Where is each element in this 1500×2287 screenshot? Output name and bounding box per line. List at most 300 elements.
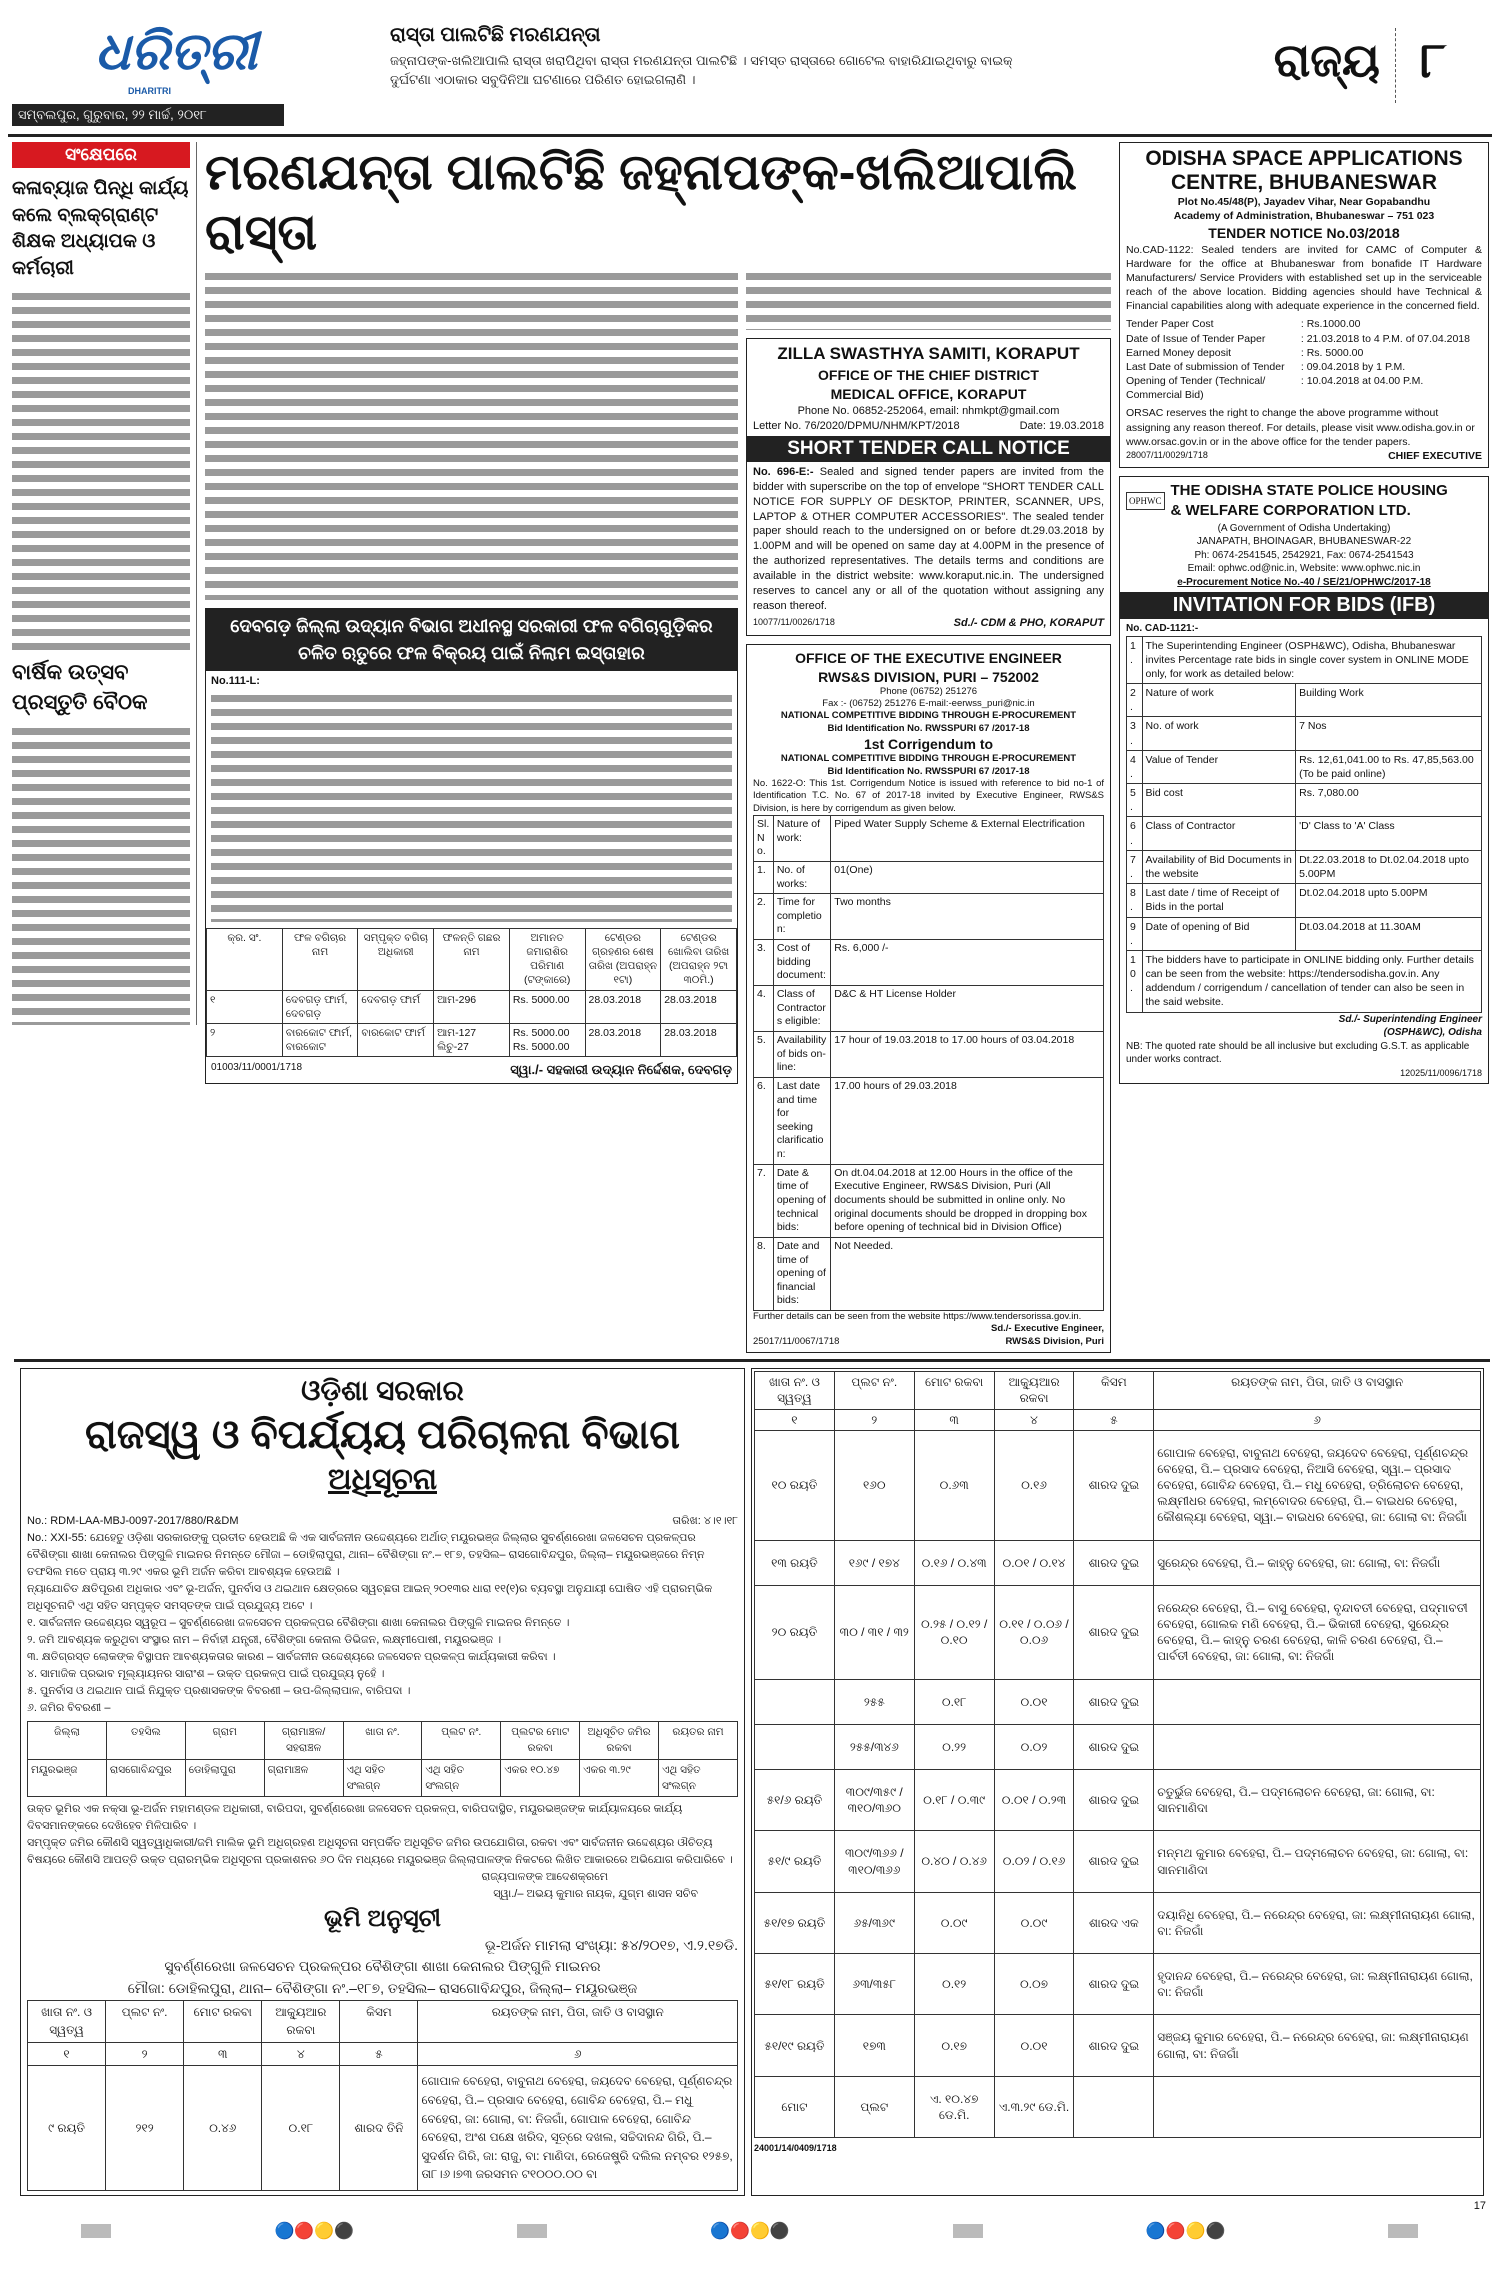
- detail-label: Date of Issue of Tender Paper: [1126, 332, 1266, 345]
- table-cell: ବାରକୋଟ ଫାର୍ମ: [358, 1023, 434, 1056]
- bidding-type: NATIONAL COMPETITIVE BIDDING THROUGH E-PROCUREMENT: [780, 710, 1077, 722]
- table-cell: 4.: [1127, 750, 1143, 783]
- corrigendum-table: [753, 815, 1104, 1311]
- table-row: [1127, 636, 1482, 684]
- column-header: ଆକ୍ୟୁଆର ରକବା: [994, 1372, 1074, 1409]
- email: Email: ophwc.od@nic.in, Website: www.ophwc.nic.in: [1187, 563, 1421, 575]
- table-cell: ୦.୧୧ / ୦.୦୬ / ୦.୦୬: [994, 1585, 1074, 1679]
- article-body-text: [746, 270, 1111, 330]
- table-cell: Date and time of opening of financial bids:: [773, 1237, 830, 1310]
- column-header: ମୋଟ ରକବା: [184, 2000, 262, 2042]
- table-cell: 7.: [1127, 850, 1143, 883]
- column-header: ଖାତା ନଂ.: [343, 1722, 422, 1760]
- column-number: ୫: [340, 2042, 418, 2066]
- section-divider: [1395, 28, 1396, 103]
- land-schedule-table: [27, 2000, 738, 2191]
- detail-value: : Rs. 5000.00: [1300, 346, 1364, 359]
- date: Date: 19.03.2018: [1019, 419, 1104, 432]
- land-schedule-continued: [751, 1368, 1484, 2196]
- table-cell: ୧୦ ରୟତି: [755, 1430, 835, 1540]
- address: Academy of Administration, Bhubaneswar – 751 023: [1173, 210, 1435, 223]
- table-cell: 8.: [754, 1237, 774, 1310]
- detail-value: : 10.04.2018 at 04.00 P.M.: [1300, 375, 1424, 388]
- corrigendum-title: 1st Corrigendum to: [863, 736, 994, 753]
- column-header: ଜିଲ୍ଲା: [28, 1722, 107, 1760]
- horticulture-auction-notice: [205, 608, 738, 1084]
- column-header: ପ୍ଲଟ ନଂ.: [422, 1722, 501, 1760]
- notification-points: [27, 1615, 738, 1717]
- table-cell: Rs. 6,000 /-: [831, 940, 1104, 986]
- table-cell: ଏ. ୧୦.୪୭ ଡେ.ମି.: [914, 2076, 994, 2137]
- table-cell: ଏଥି ସହିତ ସଂଲଗ୍ନ: [659, 1759, 738, 1797]
- table-cell: Rs. 5000.00 Rs. 5000.00: [509, 1023, 585, 1056]
- section-rule: [14, 1359, 1490, 1362]
- table-row: [28, 1759, 738, 1797]
- auction-table: [206, 928, 737, 1057]
- notification-point: ୪. ସାମାଜିକ ପ୍ରଭାବ ମୂଲ୍ୟାୟନର ସାରାଂଶ – ଉକ୍ତ ପ୍ରକଳ୍ପ ପାଇଁ ପ୍ରଯୁଜ୍ୟ ନୁହେଁ ।: [27, 1667, 385, 1680]
- table-cell: 2.: [754, 894, 774, 940]
- table-cell: ଶାରଦ ଦୁଇ: [1074, 2015, 1154, 2076]
- phone: Ph: 0674-2541545, 2542921, Fax: 0674-2541543: [1194, 549, 1414, 561]
- table-cell: 6.: [1127, 817, 1143, 850]
- notice-number: No. CAD-1121:-: [1126, 623, 1199, 635]
- column-header: ଅଧିସୂଚିତ ଜମିର ରକବା: [580, 1722, 659, 1760]
- notice-number: No. 696-E:-: [753, 466, 814, 479]
- table-cell: Last date and time for seeking clarification:: [773, 1077, 830, 1164]
- notification-para: ଉକ୍ତ ଭୂମିର ଏକ ନକ୍ସା ଭୂ-ଅର୍ଜନ ମହାମଣ୍ଡଳ ଅଧିକାରୀ, ବାରିପଦା, ସୁବର୍ଣ୍ଣରେଖା ଜଳସେଚନ ପ୍ରକଳ୍ପ, ବାରିପଦାସ୍ଥିତ, ମୟୂରଭଞ୍ଜଙ୍କ କାର୍ଯ୍ୟାଳୟରେ କାର୍ଯ୍ୟ ଦିବସମାନଙ୍କରେ ଦେଖିହେବ ମିଳିପାରିବ ।: [27, 1803, 683, 1833]
- bid-id: Bid Identification No. RWSSPURI 67 /2017-18: [827, 722, 1030, 734]
- table-cell: ୦.୬୩: [914, 1430, 994, 1540]
- row-number: 1.: [1127, 636, 1143, 684]
- contact: Phone No. 06852-252064, email: nhmkpt@gmail.com: [797, 404, 1060, 417]
- table-row: [1127, 884, 1482, 917]
- signature: CHIEF EXECUTIVE: [1388, 449, 1482, 462]
- table-row: [754, 1031, 1104, 1077]
- table-cell: ଦେବଗଡ଼ ଫାର୍ମ, ଦେବଗଡ଼: [282, 990, 358, 1023]
- table-cell: ମୋଟ: [755, 2076, 835, 2137]
- column-header: ଖାତା ନଂ. ଓ ସ୍ୱତ୍ୱ: [28, 2000, 106, 2042]
- notification-para: ନ୍ୟାଯୋଚିତ କ୍ଷତିପୂରଣ ଅଧିକାର ଏବଂ ଭୂ-ଅର୍ଜନ, ପୁନର୍ବାସ ଓ ଥଇଥାନ କ୍ଷେତ୍ରରେ ସ୍ୱଚ୍ଛତା ଆଇନ୍ ୨୦୧୩ର ଧାରା ୧୧(୧)ର ବ୍ୟବସ୍ଥା ଅନୁଯାୟୀ ଘୋଷିତ ଏହି ପ୍ରାରମ୍ଭିକ ଅଧିସୂଚନାଟି ଏଥି ସହିତ ସମ୍ପୃକ୍ତ ସମସ୍ତଙ୍କ ପାଇଁ ପ୍ରଯୁଜ୍ୟ ଅଟେ ।: [27, 1582, 713, 1612]
- table-cell: Availability of bids on-line:: [773, 1031, 830, 1077]
- table-cell: ୦.୦୨ / ୦.୧୬: [994, 1831, 1074, 1892]
- table-row: [755, 1585, 1481, 1679]
- table-cell: ଶାରଦ ଦୁଇ: [1074, 1679, 1154, 1724]
- table-cell: 8.: [1127, 884, 1143, 917]
- table-cell: ୩୦ / ୩୧ / ୩୨: [834, 1585, 914, 1679]
- table-cell: ଡୋହିଲାପୁରା: [185, 1759, 264, 1797]
- table-cell: ଆମ-296: [434, 990, 510, 1023]
- column-header: ପ୍ଲଟ ନଂ.: [834, 1372, 914, 1409]
- ifb-table: [1126, 636, 1482, 1013]
- table-cell: Piped Water Supply Scheme & External Electrification: [831, 815, 1104, 861]
- department-name: ରାଜସ୍ୱ ଓ ବିପର୍ଯ୍ୟୟ ପରିଚାଳନା ବିଭାଗ: [84, 1412, 680, 1457]
- table-cell: Bid cost: [1142, 784, 1296, 817]
- table-cell: Dt.03.04.2018 at 11.30AM: [1296, 917, 1482, 950]
- column-number-row: [28, 2042, 738, 2066]
- table-row: [754, 940, 1104, 986]
- subtitle: (A Government of Odisha Undertaking): [1217, 522, 1391, 534]
- table-cell: ୫୧/୧୭ ରୟତି: [755, 1892, 835, 1953]
- notice-body-text: [211, 692, 732, 922]
- table-cell: ଏକର ୧୦.୪୭: [501, 1759, 580, 1797]
- notice-body: Sealed and signed tender papers are invited from the bidder with superscribe on the top of envelope "SHORT TENDER CALL NOTICE FOR SUPPLY OF DESKTOP, PRINTER, SCANNER, UPS, LAPTOP & OTHER COMPUTER ACCESSORIES". The sealed tender paper should reach to the undersigned on or before dt.29.03.2018 by 1.00PM and will be opened on same day at 4.00PM in the presence of the authorized representatives. The details terms and conditions are available in the district website: www.koraput.nic.in. The undersigned reserves to cancel any or all of the quotation without assigning any reason thereof.: [753, 466, 1104, 612]
- table-cell: ୦.୪୦ / ୦.୪୬: [914, 1831, 994, 1892]
- table-row: [1127, 950, 1482, 1012]
- table-cell: 1.: [754, 861, 774, 893]
- table-cell: ଗୋପାଳ ବେହେରା, ବାବୁନାଥ ବେହେରା, ଜୟଦେବ ବେହେରା, ପୂର୍ଣ୍ଣଚନ୍ଦ୍ର ବେହେରା, ପି.– ପ୍ରସାଦ ବେହେରା, ଗୋବିନ୍ଦ ବେହେରା, ପି.– ମଧୁ ବେହେରା, ଜା: ଗୋଲା, ବା: ନିଜଗାଁ, ଗୋପାଳ ବେହେରା, ଗୋବିନ୍ଦ ବେହେରା, ଅଂଶ ପକ୍ଷେ ଖରିଦ, ସୂତ୍ରେ ଦଖଲ, ସଚ୍ଚିଦାନନ୍ଦ ଗିରି, ପି.– ସୁଦର୍ଶନ ଗିରି, ଜା: ରାଜୁ, ବା: ମାଣିଦା, ରେଜେଷ୍ଟ୍ରି ଦଲିଲ ନମ୍ବର ୧୨୫୭, ତା୮।୬।୭୩ ଜରସମନ ଟ୧୦୦୦.୦୦ ବା: [418, 2066, 738, 2191]
- table-cell: ଏଥି ସହିତ ସଂଲଗ୍ନ: [343, 1759, 422, 1797]
- notice-title: & WELFARE CORPORATION LTD.: [1170, 502, 1411, 520]
- column-number: ୫: [1074, 1409, 1154, 1430]
- orsac-tender-notice: [1119, 142, 1489, 468]
- ad-ref: 01003/11/0001/1718: [211, 1062, 303, 1074]
- table-cell: ୨୧୨: [106, 2066, 184, 2191]
- table-cell: ଶାରଦ ଏକ: [1074, 1892, 1154, 1953]
- tender-details: [1126, 317, 1482, 402]
- notice-title: ଦେବଗଡ଼ ଜିଲ୍ଲା ଉଦ୍ୟାନ ବିଭାଗ ଅଧୀନସ୍ଥ ସରକାରୀ ଫଳ ବଗିଚାଗୁଡ଼ିକର ଚଳିତ ଋତୁରେ ଫଳ ବିକ୍ରୟ ପାଇଁ ନିଲାମ ଇସ୍ତାହାର: [206, 609, 737, 671]
- table-cell: ୫୧/୬ ରୟତି: [755, 1769, 835, 1830]
- table-row: [28, 2066, 738, 2191]
- table-cell: ୦.୪୬: [184, 2066, 262, 2191]
- teaser-title: ରାସ୍ତା ପାଲଟିଛି ମରଣଯନ୍ତା: [390, 24, 601, 46]
- further-details: Further details can be seen from the website https://www.tendersorissa.gov.in.: [753, 1311, 1082, 1323]
- table-cell: ସୁରେନ୍ଦ୍ର ବେହେରା, ପି.– କାହ୍ନୁ ବେହେରା, ଜା: ଗୋଲା, ବା: ନିଜଗାଁ: [1154, 1540, 1481, 1585]
- column-header: ଫଳ ବଗିଚାର ନାମ: [282, 928, 358, 990]
- detail-row: [1126, 374, 1482, 402]
- ad-ref: 25017/11/0067/1718: [753, 1335, 840, 1347]
- table-cell: ୦.୦୭: [994, 1954, 1074, 2015]
- address: Plot No.45/48(P), Jayadev Vihar, Near Gopabandhu: [1177, 196, 1431, 209]
- table-cell: 3.: [754, 940, 774, 986]
- table-row: [755, 1892, 1481, 1953]
- table-row: [1127, 717, 1482, 750]
- nb-note: NB: The quoted rate should be all inclusive but excluding G.S.T. as applicable under works contract.: [1126, 1040, 1470, 1066]
- column-header: କ୍ର. ସଂ.: [207, 928, 283, 990]
- brief-headline: କଳାବ୍ୟାଜ ପିନ୍ଧି କାର୍ଯ୍ୟ କଲେ ବ୍ଲକ୍‌ଗ୍ରାଣ୍ଟ ଶିକ୍ଷକ ଅଧ୍ୟାପକ ଓ କର୍ମଚାରୀ: [12, 178, 189, 279]
- office-name: OFFICE OF THE CHIEF DISTRICT: [818, 366, 1039, 383]
- column-header: ପ୍ଲଟର ମୋଟ ରକବା: [501, 1722, 580, 1760]
- brief-body-text: [12, 725, 190, 1025]
- logo-subtitle: DHARITRI: [128, 86, 171, 96]
- notice-title: ODISHA SPACE APPLICATIONS: [1145, 147, 1463, 170]
- table-cell: Last date / time of Receipt of Bids in the portal: [1142, 884, 1296, 917]
- table-cell: ୨୫୫: [834, 1679, 914, 1724]
- table-cell: ହୃଦାନନ୍ଦ ବେହେରା, ପି.– ନରେନ୍ଦ୍ର ବେହେରା, ଜା: ଲକ୍ଷ୍ମୀନାରାୟଣ ଗୋଲା, ବା: ନିଜଗାଁ: [1154, 1954, 1481, 2015]
- table-cell: 3.: [1127, 717, 1143, 750]
- table-cell: ୦.୧୨: [914, 1954, 994, 2015]
- section-name: ରାଜ୍ୟ: [1273, 34, 1380, 86]
- table-cell: ୧୬୯ / ୧୭୪: [834, 1540, 914, 1585]
- signature: Sd./- CDM & PHO, KORAPUT: [953, 617, 1104, 630]
- detail-row: [1126, 332, 1482, 346]
- signature: RWS&S Division, Puri: [1005, 1335, 1104, 1347]
- table-cell: ୦.୧୮ / ୦.୩୯: [914, 1769, 994, 1830]
- table-cell: ସଞ୍ଜୟ କୁମାର ବେହେରା, ପି.– ନରେନ୍ଦ୍ର ବେହେରା, ଜା: ଲକ୍ଷ୍ମୀନାରାୟଣ ଗୋଲା, ବା: ନିଜଗାଁ: [1154, 2015, 1481, 2076]
- table-cell: Sl. No.: [754, 815, 774, 861]
- table-row: [755, 1831, 1481, 1892]
- table-cell: ମନ୍ମଥ କୁମାର ବେହେରା, ପି.– ପଦ୍ମଲୋଚନ ବେହେରା, ଜା: ଗୋଲା, ବା: ସାନମାଣିଦା: [1154, 1831, 1481, 1892]
- notice-body: No.CAD-1122: Sealed tenders are invited for CAMC of Computer & Hardware for the office at Bhubaneswar from bonafide IT Hardware Manufacturers/ Service Providers with established set up in the serviceable reach of the above location. Bidding agencies should have Technical & Financial capabilities along with adequate experience in the concerned field.: [1126, 243, 1482, 313]
- table-cell: ଚତୁର୍ଭୁଜ ବେହେରା, ପି.– ପଦ୍ମଲୋଚନ ବେହେରା, ଜା: ଗୋଲା, ବା: ସାନମାଣିଦା: [1154, 1769, 1481, 1830]
- column-header: ଅମାନତ ଜମାରାଶିର ପରିମାଣ (ଟଙ୍କାରେ): [509, 928, 585, 990]
- table-cell: ୦.୦୧: [994, 2015, 1074, 2076]
- column-header: ଟେଣ୍ଡର ଖୋଲିବା ତାରିଖ (ଅପରାହ୍ନ ୨ଟା ୩୦ମି.): [661, 928, 737, 990]
- table-cell: Date & time of opening of technical bids:: [773, 1164, 830, 1237]
- table-cell: [755, 1724, 835, 1769]
- table-cell: ୫୧/୯ ରୟତି: [755, 1831, 835, 1892]
- notification-para: No.: XXI-55: ଯେହେତୁ ଓଡ଼ିଶା ସରକାରଙ୍କୁ ପ୍ରତୀତ ହେଉଅଛି କି ଏକ ସାର୍ବଜନୀନ ଉଦ୍ଦେଶ୍ୟରେ ଅର୍ଥାତ୍ ମୟୂରଭଞ୍ଜ ଜିଲ୍ଲାର ସୁବର୍ଣ୍ଣରେଖା ଜଳସେଚନ ପ୍ରକଳ୍ପର ବୈଶିଙ୍ଗା ଶାଖା କେନାଲର ପିଙ୍ଗୁଳି ମାଇନର ନିମନ୍ତେ ମୌଜା – ଡୋହିଲାପୁରା, ଥାନା– ବୈଶିଙ୍ଗା ନଂ.– ୧୮୭, ତହସିଲ– ରାସଗୋବିନ୍ଦପୁର, ଜିଲ୍ଲା– ମୟୂରଭଞ୍ଜରେ ନିମ୍ନ ତଫସିଲ ମତେ ପ୍ରାୟ ୩.୨୯ ଏକର ଭୂମି ଅର୍ଜନ କରିବା ଆବଶ୍ୟକ ହେଉଅଛି ।: [27, 1531, 705, 1578]
- table-row: [207, 990, 737, 1023]
- table-row: [754, 815, 1104, 861]
- puri-corrigendum-notice: [746, 644, 1111, 1353]
- table-cell: 28.03.2018: [661, 990, 737, 1023]
- notification-title: ଅଧିସୂଚନା: [328, 1462, 437, 1496]
- print-page-number: 17: [1473, 2200, 1486, 2213]
- detail-label: Earned Money deposit: [1126, 346, 1232, 359]
- table-cell: 28.03.2018: [585, 1023, 661, 1056]
- table-row: [754, 894, 1104, 940]
- table-cell: 7 Nos: [1296, 717, 1482, 750]
- table-cell: ୦.୧୮: [262, 2066, 340, 2191]
- ophwc-logo: OPHWC: [1126, 492, 1165, 510]
- column-header: ରୟତଙ୍କ ନାମ, ପିତା, ଜାତି ଓ ବାସସ୍ଥାନ: [418, 2000, 738, 2042]
- table-cell: Rs. 12,61,041.00 to Rs. 47,85,563.00 (To be paid online): [1296, 750, 1482, 783]
- column-number: ୧: [755, 1409, 835, 1430]
- brief-body-text: [12, 290, 190, 650]
- table-cell: Value of Tender: [1142, 750, 1296, 783]
- table-row: [207, 1023, 737, 1056]
- table-cell: Dt.22.03.2018 to Dt.02.04.2018 upto 5.00PM: [1296, 850, 1482, 883]
- mouza-details: ମୌଜା: ଡୋହିଲପୁରା, ଥାନା– ବୈଶିଙ୍ଗା ନଂ.–୧୮୭, ତହସିଲ– ରାସଗୋବିନ୍ଦପୁର, ଜିଲ୍ଲା– ମୟୂରଭଞ୍ଜ: [127, 1980, 638, 1997]
- table-cell: On dt.04.04.2018 at 12.00 Hours in the office of the Executive Engineer, RWS&S Division, Puri (All documents should be submitted in online only. No original documents should be dropped in dropping box before opening of technical bid in Division Office): [831, 1164, 1104, 1237]
- column-header: ଟେଣ୍ଡର ଗ୍ରହଣର ଶେଷ ତାରିଖ (ଅପରାହ୍ନ ୧ଟା): [585, 928, 661, 990]
- column-header: କିସମ: [1074, 1372, 1154, 1409]
- table-cell: Class of Contractors eligible:: [773, 986, 830, 1032]
- table-cell: Time for completion:: [773, 894, 830, 940]
- bidding-type: NATIONAL COMPETITIVE BIDDING THROUGH E-PROCUREMENT: [780, 753, 1077, 765]
- notice-title: ZILLA SWASTHYA SAMITI, KORAPUT: [777, 344, 1080, 363]
- detail-row: [1126, 317, 1482, 331]
- address: JANAPATH, BHOINAGAR, BHUBANESWAR-22: [1196, 536, 1412, 548]
- table-cell: ୩୦୯/୩୫୯ / ୩୧୦/୩୬୦: [834, 1769, 914, 1830]
- row-number: 10.: [1127, 950, 1143, 1012]
- notice-title: OFFICE OF THE EXECUTIVE ENGINEER: [795, 650, 1062, 667]
- table-cell: ମୟୂରଭଞ୍ଜ: [28, 1759, 107, 1797]
- table-row: [754, 1237, 1104, 1310]
- table-row: [754, 1164, 1104, 1237]
- table-cell: ୦.୦୨: [994, 1724, 1074, 1769]
- table-row: [1127, 784, 1482, 817]
- page-number: ୮: [1420, 32, 1447, 88]
- table-cell: Rs. 5000.00: [509, 990, 585, 1023]
- letter-no: Letter No. 76/2020/DPMU/NHM/KPT/2018: [753, 419, 960, 432]
- notice-title: THE ODISHA STATE POLICE HOUSING: [1170, 482, 1448, 500]
- table-cell: No. of works:: [773, 861, 830, 893]
- table-cell: ୫୧/୧୮ ରୟତି: [755, 1954, 835, 2015]
- table-cell: ଦେବଗଡ଼ ଫାର୍ମ: [358, 990, 434, 1023]
- table-row: [1127, 850, 1482, 883]
- table-cell: [1074, 2076, 1154, 2137]
- table-cell: 4.: [754, 986, 774, 1032]
- table-cell: ୧୭୩: [834, 2015, 914, 2076]
- table-cell: ୨: [207, 1023, 283, 1056]
- column-number: ୩: [184, 2042, 262, 2066]
- table-header-row: [28, 1722, 738, 1760]
- detail-value: : Rs.1000.00: [1300, 318, 1361, 331]
- table-cell: [1154, 1724, 1481, 1769]
- detail-row: [1126, 346, 1482, 360]
- masthead-rule: [8, 134, 1492, 137]
- table-cell: Building Work: [1296, 684, 1482, 717]
- table-cell: 2.: [1127, 684, 1143, 717]
- table-row: [754, 861, 1104, 893]
- table-cell: [1154, 2076, 1481, 2137]
- table-cell: D&C & HT License Holder: [831, 986, 1104, 1032]
- notification-para: ସମ୍ପୃକ୍ତ ଜମିର କୌଣସି ସ୍ୱତ୍ୱାଧିକାରୀ/ଜମି ମାଲିକ ଭୂମି ଅଧିଗ୍ରହଣ ଅଧିସୂଚନା ସମ୍ପର୍କିତ ଅଧିସୂଚିତ ଜମିର ଉପଯୋଗିତା, ରକବା ଏବଂ ସାର୍ବଜନୀନ ଉଦ୍ଦେଶ୍ୟର ଔଚିତ୍ୟ ବିଷୟରେ କୌଣସି ଆପତ୍ତି ଉକ୍ତ ପ୍ରାରମ୍ଭିକ ଅଧିସୂଚନା ପ୍ରକାଶନର ୬୦ ଦିନ ମଧ୍ୟରେ ମୟୂରଭଞ୍ଜ ଜିଲ୍ଲାପାଳଙ୍କ ନିକଟରେ ଲିଖିତ ଆକାରରେ ଅଭିଯୋଗ କରିପାରିବେ ।: [27, 1837, 733, 1867]
- signature: ସ୍ୱା./- ସହକାରୀ ଉଦ୍ୟାନ ନିର୍ଦ୍ଦେଶକ, ଦେବଗଡ଼: [510, 1062, 732, 1078]
- notification-date: ତାରିଖ: ୪।୧।୧୮: [672, 1514, 738, 1527]
- fax-email: Fax :- (06752) 251276 E-mail:-eerwss_puri@nic.in: [822, 698, 1035, 710]
- table-cell: ଏକର ୩.୨୯: [580, 1759, 659, 1797]
- table-row: [755, 1769, 1481, 1830]
- table-cell: ଶାରଦ ତିନି: [340, 2066, 418, 2191]
- detail-label: Last Date of submission of Tender: [1126, 360, 1285, 373]
- table-cell: 17.00 hours of 29.03.2018: [831, 1077, 1104, 1164]
- table-row: [754, 1077, 1104, 1164]
- table-row: [755, 1540, 1481, 1585]
- table-header-row: [28, 2000, 738, 2042]
- table-cell: Two months: [831, 894, 1104, 940]
- color-registration-marks: 🔵🔴🟡⚫ 🔵🔴🟡⚫ 🔵🔴🟡⚫: [0, 2220, 1500, 2242]
- table-cell: Not Needed.: [831, 1237, 1104, 1310]
- signature: Sd./- Executive Engineer,: [991, 1323, 1104, 1335]
- bid-id: Bid Identification No. RWSSPURI 67 /2017-18: [827, 765, 1030, 777]
- dharitri-logo: ଧରିତ୍ରୀ: [95, 23, 258, 81]
- column-number: ୧: [28, 2042, 106, 2066]
- project-name: ସୁବର୍ଣ୍ଣରେଖା ଜଳସେଚନ ପ୍ରକଳ୍ପର ବୈଶିଙ୍ଗା ଶାଖା କେନାଲର ପିଙ୍ଗୁଳି ମାଇନର: [164, 1958, 601, 1975]
- table-cell: Rs. 7,080.00: [1296, 784, 1482, 817]
- table-cell: ୧: [207, 990, 283, 1023]
- table-cell: ୬୩/୩୫୮: [834, 1954, 914, 2015]
- ad-ref: 12025/11/0096/1718: [1400, 1067, 1482, 1078]
- office-name: MEDICAL OFFICE, KORAPUT: [830, 385, 1027, 402]
- notification-point: ୩. କ୍ଷତିଗ୍ରସ୍ତ ଲୋକଙ୍କ ବିସ୍ଥାପନ ଆବଶ୍ୟକତାର କାରଣ – ସାର୍ବଜନୀନ ଉଦ୍ଦେଶ୍ୟରେ ଜଳସେଚନ ପ୍ରକଳ୍ପ କାର୍ଯ୍ୟକାରୀ କରିବା ।: [27, 1650, 556, 1663]
- table-header-row: [755, 1372, 1481, 1409]
- main-column: [205, 142, 1111, 1353]
- column-number: ୪: [262, 2042, 340, 2066]
- column-header: ରୟତଙ୍କ ନାମ, ପିତା, ଜାତି ଓ ବାସସ୍ଥାନ: [1154, 1372, 1481, 1409]
- ad-ref: 10077/11/0026/1718: [753, 617, 835, 628]
- column-number: ୬: [418, 2042, 738, 2066]
- table-cell: ୦.୦୧ / ୦.୧୪: [994, 1540, 1074, 1585]
- bottom-section: [0, 1368, 1500, 2196]
- notification-point: ୧. ସାର୍ବଜନୀନ ଉଦ୍ଦେଶ୍ୟର ସ୍ୱରୂପ – ସୁବର୍ଣ୍ଣରେଖା ଜଳସେଚନ ପ୍ରକଳ୍ପର ବୈଶିଙ୍ଗା ଶାଖା କେନାଲର ପିଙ୍ଗୁଳି ମାଇନର ନିମନ୍ତେ ।: [27, 1616, 570, 1629]
- signature: Sd./- Superintending Engineer: [1338, 1013, 1482, 1025]
- ophwc-ifb-notice: [1119, 476, 1489, 1084]
- table-row: [1127, 917, 1482, 950]
- table-cell: No. of work: [1142, 717, 1296, 750]
- column-number: ୩: [914, 1409, 994, 1430]
- table-cell: 28.03.2018: [585, 990, 661, 1023]
- detail-row: [1126, 360, 1482, 374]
- table-cell: [1154, 1679, 1481, 1724]
- table-header-row: [207, 928, 737, 990]
- table-cell: 'D' Class to 'A' Class: [1296, 817, 1482, 850]
- masthead: [0, 0, 1500, 142]
- table-cell: ଶାରଦ ଦୁଇ: [1074, 1769, 1154, 1830]
- schedule-title: ଭୂମି ଅନୁସୂଚୀ: [324, 1905, 441, 1933]
- dateline: ସମ୍ବଲପୁର, ଗୁରୁବାର, ୨୨ ମାର୍ଚ୍ଚ, ୨୦୧୮: [12, 104, 284, 126]
- detail-label: Opening of Tender (Technical/ Commercial Bid): [1126, 375, 1266, 402]
- table-cell: Date of opening of Bid: [1142, 917, 1296, 950]
- table-cell: ଶାରଦ ଦୁଇ: [1074, 1724, 1154, 1769]
- govt-name: ଓଡ଼ିଶା ସରକାର: [301, 1375, 464, 1407]
- table-cell: ୦.୧୭: [914, 2015, 994, 2076]
- notification-point: ୨. ଜମି ଆବଶ୍ୟକ କରୁଥିବା ସଂସ୍ଥାର ନାମ – ନିର୍ବାହୀ ଯନ୍ତ୍ରୀ, ବୈଶିଙ୍ଗା କେନାଲ ଡିଭିଜନ, ଲକ୍ଷ୍ମୀପୋଷୀ, ମୟୂରଭଞ୍ଜ ।: [27, 1633, 502, 1646]
- ad-ref: 24001/14/0409/1718: [754, 2143, 837, 2154]
- notice-title: CENTRE, BHUBANESWAR: [1170, 171, 1437, 195]
- table-cell: Availability of Bid Documents in the website: [1142, 850, 1296, 883]
- teaser-text: ଜହ୍ନାପଙ୍କ-ଖଲିଆପାଲି ରାସ୍ତା ଖରାପିଥିବା ରାସ୍ତା ମରଣଯନ୍ତା ପାଲଟିଛି । ସମସ୍ତ ରାସ୍ତାରେ ଗୋଟେଲ ବାହାରିଯାଇଥିବାରୁ ବାଇକ୍ ଦୁର୍ଘଟଣା ଏଠାକାର ସବୁଦିନିଆ ଘଟଣାରେ ପରିଣତ ହୋଇଗଲାଣି ।: [390, 53, 1013, 87]
- detail-value: : 21.03.2018 to 4 P.M. of 07.04.2018: [1300, 332, 1470, 345]
- column-header: ପ୍ଲଟ ନଂ.: [106, 2000, 184, 2042]
- table-row: [755, 1954, 1481, 2015]
- table-cell: Nature of work:: [773, 815, 830, 861]
- table-row: [754, 986, 1104, 1032]
- table-cell: ୫୧/୧୯ ରୟତି: [755, 2015, 835, 2076]
- column-header: ଗ୍ରାମ: [185, 1722, 264, 1760]
- table-cell: ୧୩ ରୟତି: [755, 1540, 835, 1585]
- column-header: ରୟତର ନାମ: [659, 1722, 738, 1760]
- table-cell: ୨୫୫/୩୪୬: [834, 1724, 914, 1769]
- briefs-column: [12, 142, 197, 1025]
- table-cell: 01(One): [831, 861, 1104, 893]
- notice-number: No.111-L:: [211, 675, 260, 687]
- column-header: ଗ୍ରାମାଞ୍ଚଳ/ ସହରାଞ୍ଚଳ: [264, 1722, 343, 1760]
- brief-headline: ବାର୍ଷିକ ଉତ୍ସବ ପ୍ରସ୍ତୁତି ବୈଠକ: [12, 661, 148, 714]
- column-header: ତହସିଲ: [106, 1722, 185, 1760]
- detail-label: Tender Paper Cost: [1126, 318, 1214, 331]
- table-cell: ଆମ-127 ଲିଚୁ-27: [434, 1023, 510, 1056]
- table-cell: ୯ ରୟତି: [28, 2066, 106, 2191]
- eprocurement-no: e-Procurement Notice No.-40 / SE/21/OPHWC/2017-18: [1177, 576, 1431, 588]
- detail-value: : 09.04.2018 by 1 P.M.: [1300, 360, 1406, 373]
- table-cell: ୬୫/୩୬୯: [834, 1892, 914, 1953]
- column-header: ଫଳନ୍ତି ଗଛର ନାମ: [434, 928, 510, 990]
- table-cell: ୦.୦୧ / ୦.୨୩: [994, 1769, 1074, 1830]
- table-row: [755, 2076, 1481, 2137]
- notification-no: No.: RDM-LAA-MBJ-0097-2017/880/R&DM: [27, 1514, 239, 1527]
- table-row: [1127, 817, 1482, 850]
- notice-footer: ORSAC reserves the right to change the above programme without assigning any reason thereof. For details, please visit www.odisha.gov.in or www.orsac.gov.in or in the above office for the tender papers.: [1126, 407, 1475, 448]
- table-cell: ନରେନ୍ଦ୍ର ବେହେରା, ପି.– ବାସୁ ବେହେରା, ବୃନ୍ଦାବତୀ ବେହେରା, ପଦ୍ମାବତୀ ବେହେରା, ଗୋଲକ ମଣି ବେହେରା, ପି.– ଭିକାରୀ ବେହେରା, ସୁରେନ୍ଦ୍ର ବେହେରା, ପି.– କାହ୍ନୁ ଚରଣ ବେହେରା, କାଳି ଚରଣ ବେହେରା, ପି.– ପାର୍ବତୀ ବେହେରା, ଜା: ଗୋଲା, ବା: ନିଜଗାଁ: [1154, 1585, 1481, 1679]
- table-cell: ଗ୍ରାମାଞ୍ଚଳ: [264, 1759, 343, 1797]
- table-cell: ୦.୨୫ / ୦.୧୨ / ୦.୧୦: [914, 1585, 994, 1679]
- table-cell: ପ୍ଲଟ: [834, 2076, 914, 2137]
- table-cell: ୦.୨୨: [914, 1724, 994, 1769]
- table-cell: ରାସଗୋବିନ୍ଦପୁର: [106, 1759, 185, 1797]
- column-header: ସମ୍ପୃକ୍ତ ବଗିଚା ଅଧିକାରୀ: [358, 928, 434, 990]
- signature: ସ୍ୱା./– ଅଭୟ କୁମାର ନାୟକ, ଯୁଗ୍ମ ଶାସନ ସଚିବ: [493, 1888, 698, 1901]
- tender-notice-no: TENDER NOTICE No.03/2018: [1208, 224, 1400, 241]
- table-cell: ଶାରଦ ଦୁଇ: [1074, 1430, 1154, 1540]
- table-cell: ଶାରଦ ଦୁଇ: [1074, 1831, 1154, 1892]
- table-row: [1127, 684, 1482, 717]
- column-number: ୪: [994, 1409, 1074, 1430]
- table-cell: ୦.୧୬ / ୦.୪୩: [914, 1540, 994, 1585]
- table-cell: ୦.୧୮: [914, 1679, 994, 1724]
- column-number: ୬: [1154, 1409, 1481, 1430]
